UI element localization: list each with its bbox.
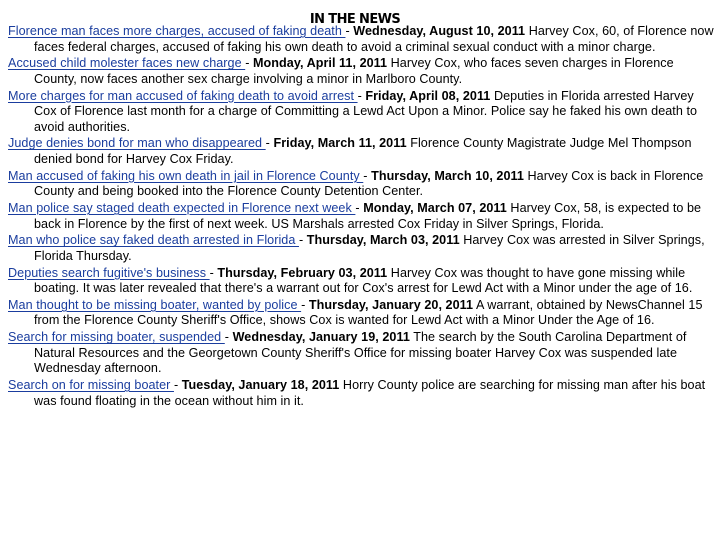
news-item xyxy=(8,266,714,297)
news-headline-link[interactable]: Search on for missing boater xyxy=(8,378,174,392)
news-date: Wednesday, August 10, 2011 xyxy=(353,24,526,38)
news-headline-link[interactable]: Judge denies bond for man who disappeared xyxy=(8,136,266,151)
news-item xyxy=(8,201,714,232)
news-separator: - xyxy=(265,136,274,151)
news-date: Monday, April 11, 2011 xyxy=(253,56,388,71)
page-title: IN THE NEWS xyxy=(309,12,401,27)
news-headline-link[interactable]: Man thought to be missing boater, wanted by police xyxy=(8,297,302,312)
news-headline-link[interactable]: Man accused of faking his own death in jail in Florence County xyxy=(8,168,364,183)
news-date: Friday, April 08, 2011 xyxy=(365,88,491,103)
news-date: Monday, March 07, 2011 xyxy=(363,201,507,215)
news-headline-link[interactable]: Man police say staged death expected in Florence next week xyxy=(8,201,356,215)
news-date: Thursday, March 03, 2011 xyxy=(306,233,460,248)
news-separator: - xyxy=(301,297,309,312)
news-separator: - xyxy=(173,378,182,392)
news-summary: Horry County police are searching for missing man after his boat was found floating in the ocean without him in it. xyxy=(34,378,706,408)
news-headline-link[interactable]: Florence man faces more charges, accused of faking death xyxy=(8,24,346,38)
news-item xyxy=(8,89,714,136)
news-summary: Harvey Cox was thought to have gone missing while boating. It was later revealed that there's a warrant out for Cox's arrest for Lewd Act with a Minor under the age of 16. xyxy=(34,265,693,296)
news-summary: A warrant, obtained by NewsChannel 15 from the Florence County Sheriff's Office, shows Cox is wanted for Lewd Act with a Minor Under the Age of 16. xyxy=(34,297,703,328)
news-date: Friday, March 11, 2011 xyxy=(273,136,407,151)
news-separator: - xyxy=(245,56,253,71)
news-summary: The search by the South Carolina Department of Natural Resources and the Georgetown County Sheriff's Office for missing boater Harvey Cox was suspended late Wednesday afternoon. xyxy=(34,330,687,376)
news-summary: Harvey Cox, 60, of Florence now faces federal charges, accused of faking his own death to avoid a criminal sexual conduct with a minor charge. xyxy=(34,24,714,54)
news-date: Wednesday, January 19, 2011 xyxy=(232,330,410,345)
news-separator: - xyxy=(345,24,354,38)
news-summary: Harvey Cox, 58, is expected to be back in Florence by the first of next week. US Marshals arrested Cox Friday in Silver Springs, Florida. xyxy=(34,201,702,231)
news-separator: - xyxy=(298,233,307,248)
news-item xyxy=(8,24,714,55)
news-headline-link[interactable]: Search for missing boater, suspended xyxy=(8,330,225,345)
news-separator: - xyxy=(224,330,233,345)
news-list xyxy=(0,24,720,409)
news-headline-link[interactable]: More charges for man accused of faking death to avoid arrest xyxy=(8,88,358,103)
news-summary: Harvey Cox is back in Florence County and being booked into the Florence County Detention Center. xyxy=(34,168,704,199)
news-date: Thursday, January 20, 2011 xyxy=(308,297,474,312)
news-item xyxy=(8,233,714,264)
news-item xyxy=(8,56,714,87)
news-separator: - xyxy=(363,168,372,183)
news-separator: - xyxy=(355,201,364,215)
news-summary: Harvey Cox, who faces seven charges in Florence County, now faces another sex charge involving a minor in Marlboro County. xyxy=(34,56,674,86)
news-date: Thursday, March 10, 2011 xyxy=(371,168,524,183)
news-item xyxy=(8,136,714,167)
news-date: Thursday, February 03, 2011 xyxy=(217,265,388,280)
news-item xyxy=(8,378,714,409)
news-item xyxy=(8,330,714,377)
news-summary: Deputies in Florida arrested Harvey Cox of Florence last month for a charge of Committing a Lewd Act Upon a Minor. Police say he faked his own death to avoid authorities. xyxy=(34,88,698,134)
news-headline-link[interactable]: Man who police say faked death arrested in Florida xyxy=(8,233,299,248)
news-headline-link[interactable]: Deputies search fugitive's business xyxy=(8,265,210,280)
news-date: Tuesday, January 18, 2011 xyxy=(181,378,340,392)
news-separator: - xyxy=(357,88,366,103)
news-item xyxy=(8,169,714,200)
news-summary: Florence County Magistrate Judge Mel Thompson denied bond for Harvey Cox Friday. xyxy=(34,136,692,167)
news-headline-link[interactable]: Accused child molester faces new charge xyxy=(8,56,246,71)
news-separator: - xyxy=(209,265,218,280)
news-item xyxy=(8,298,714,329)
news-summary: Harvey Cox was arrested in Silver Springs, Florida Thursday. xyxy=(34,233,705,263)
